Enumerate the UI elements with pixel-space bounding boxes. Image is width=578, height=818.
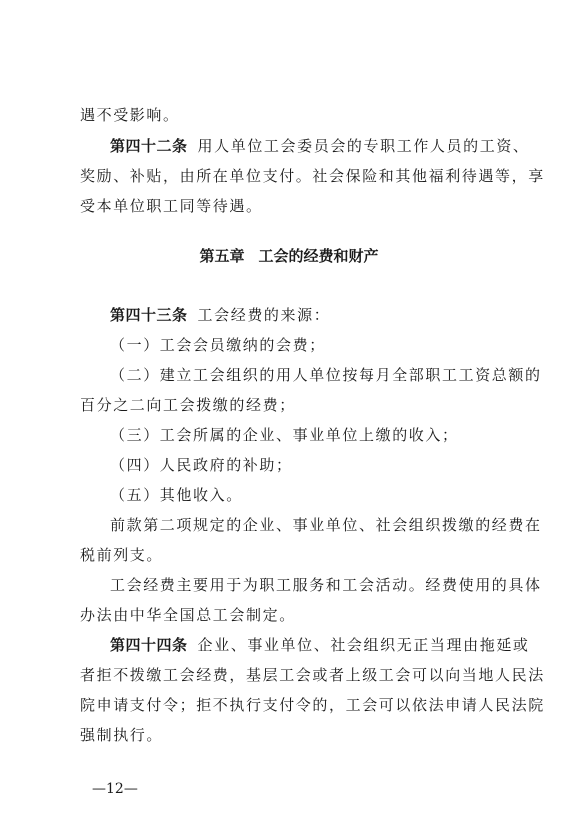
article-heading: 第四十二条 (110, 137, 188, 155)
text-line: 企业、事业单位、社会组织无正当理由拖延或 (197, 636, 530, 654)
article-44-first-line (110, 635, 530, 655)
article-heading: 第四十三条 (110, 306, 188, 324)
list-item: （四）人民政府的补助； (110, 456, 293, 474)
article-42-first-line (110, 136, 530, 156)
text-line: 遇不受影响。 (80, 106, 180, 124)
text-line: 用人单位工会委员会的专职工作人员的工资、 (197, 137, 530, 155)
text-line: 工会经费主要用于为职工服务和工会活动。经费使用的具体 (110, 576, 542, 594)
text-line: 税前列支。 (80, 546, 164, 564)
text-line: 百分之二向工会拨缴的经费； (80, 396, 296, 414)
text-line: 办法由中华全国总工会制定。 (80, 606, 296, 624)
chapter-number: 第五章 (199, 247, 245, 265)
article-43-first-line (110, 305, 510, 325)
chapter-title: 工会的经费和财产 (258, 247, 379, 265)
list-item: （五）其他收入。 (110, 486, 243, 504)
text-line: 奖励、补贴，由所在单位支付。社会保险和其他福利待遇等，享 (80, 167, 545, 185)
chapter-heading (0, 246, 578, 266)
text-line: 前款第二项规定的企业、事业单位、社会组织拨缴的经费在 (110, 516, 542, 534)
list-item: （一）工会会员缴纳的会费； (110, 336, 326, 354)
list-item: （二）建立工会组织的用人单位按每月全部职工工资总额的 (110, 366, 542, 384)
text-line: 强制执行。 (80, 726, 164, 744)
text-line: 受本单位职工同等待遇。 (80, 197, 263, 215)
text-line: 工会经费的来源： (197, 306, 331, 324)
article-heading: 第四十四条 (110, 636, 188, 654)
text-line: 者拒不拨缴工会经费，基层工会或者上级工会可以向当地人民法 (80, 666, 545, 684)
text-line: 院申请支付令；拒不执行支付令的，工会可以依法申请人民法院 (80, 696, 545, 714)
list-item: （三）工会所属的企业、事业单位上缴的收入； (110, 426, 459, 444)
page-number: —12— (92, 781, 138, 797)
